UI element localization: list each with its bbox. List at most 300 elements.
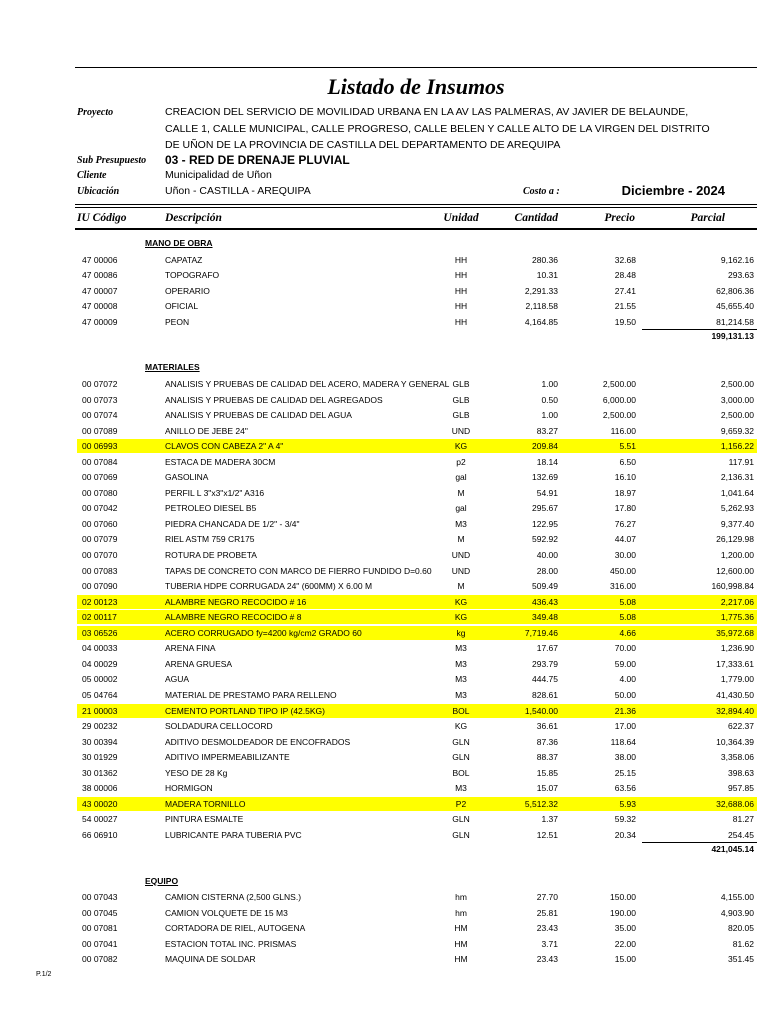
cell-unit: gal	[455, 503, 467, 514]
cell-unit: KG	[454, 721, 468, 732]
table-row	[77, 921, 757, 935]
header-rule-top-1	[75, 204, 757, 205]
cell-partial: 622.37	[728, 721, 754, 732]
cell-price: 21.36	[614, 705, 636, 716]
cell-qty: 509.49	[532, 581, 558, 592]
cell-desc: PERFIL L 3"x3"x1/2" A316	[165, 487, 265, 498]
cell-code: 00 07070	[82, 550, 118, 560]
cell-code: 05 00002	[82, 674, 118, 685]
cell-partial: 351.45	[728, 954, 754, 965]
cell-qty: 1.00	[541, 410, 558, 421]
cell-qty: 2,118.58	[525, 301, 558, 312]
cell-unit: HM	[454, 938, 468, 949]
cell-partial: 81.62	[732, 938, 754, 949]
cell-partial: 45,655.40	[716, 301, 754, 312]
cell-unit: P2	[455, 798, 467, 809]
col-header-unit: Unidad	[443, 212, 479, 224]
cell-price: 6,000.00	[602, 394, 636, 405]
cell-qty: 40.00	[536, 550, 558, 560]
cell-desc: CORTADORA DE RIEL, AUTOGENA	[165, 923, 306, 934]
cell-partial: 293.63	[728, 270, 754, 281]
cell-qty: 4,164.85	[524, 316, 558, 327]
cell-partial: 32,688.06	[716, 798, 754, 809]
cell-code: 00 07084	[82, 456, 118, 467]
cell-price: 63.56	[614, 783, 636, 794]
cell-unit: HM	[454, 923, 468, 934]
cell-qty: 15.07	[536, 783, 558, 794]
cell-qty: 25.81	[536, 907, 558, 918]
cell-qty: 1,540.00	[524, 705, 558, 716]
cell-qty: 132.69	[532, 472, 558, 483]
table-row	[77, 268, 757, 282]
table-row	[77, 595, 757, 609]
table-row	[77, 688, 757, 702]
cell-price: 150.00	[610, 892, 636, 903]
table-row	[77, 890, 757, 904]
table-row	[77, 781, 757, 795]
cell-unit: HH	[454, 254, 468, 265]
cell-partial: 9,659.32	[720, 425, 754, 436]
costo-fecha: Diciembre - 2024	[621, 183, 725, 198]
cell-qty: 5,512.32	[524, 798, 558, 809]
cell-code: 47 00007	[82, 285, 118, 296]
cell-desc: ANALISIS Y PRUEBAS DE CALIDAD DEL AGREGADOS	[165, 394, 383, 405]
cell-price: 21.55	[614, 301, 636, 312]
cell-code: 00 07043	[82, 892, 118, 903]
proyecto-line-1: CREACION DEL SERVICIO DE MOVILIDAD URBANA EN LA AV LAS PALMERAS, AV JAVIER DE BELAUNDE,	[165, 106, 689, 118]
cell-partial: 1,200.00	[720, 550, 754, 560]
cell-qty: 23.43	[536, 923, 558, 934]
cell-unit: UND	[451, 425, 471, 436]
cell-partial: 35,972.68	[716, 627, 754, 638]
table-row	[77, 424, 757, 438]
cell-qty: 88.37	[536, 752, 558, 763]
cell-desc: TOPOGRAFO	[165, 270, 220, 281]
cell-partial: 3,000.00	[720, 394, 754, 405]
cell-qty: 209.84	[532, 441, 558, 452]
cell-price: 20.34	[614, 829, 636, 840]
table-row	[77, 517, 757, 531]
cell-desc: ADITIVO IMPERMEABILIZANTE	[165, 752, 290, 763]
cell-unit: GLB	[452, 394, 470, 405]
cell-price: 6.50	[619, 456, 636, 467]
cell-qty: 10.31	[536, 270, 558, 281]
cell-qty: 592.92	[532, 534, 558, 545]
table-row	[77, 641, 757, 655]
cell-desc: RIEL ASTM 759 CR175	[165, 534, 255, 545]
cell-partial: 62,806.36	[716, 285, 754, 296]
cell-unit: HM	[454, 954, 468, 965]
cell-price: 70.00	[614, 643, 636, 654]
cell-code: 54 00027	[82, 814, 118, 825]
table-row	[77, 937, 757, 951]
cell-code: 00 07083	[82, 565, 118, 576]
cell-desc: CAPATAZ	[165, 254, 203, 265]
cell-qty: 436.43	[532, 596, 558, 607]
subtotal-rule	[642, 329, 757, 330]
cell-unit: M3	[455, 689, 467, 700]
cell-qty: 27.70	[536, 892, 558, 903]
cell-unit: M3	[455, 783, 467, 794]
cell-partial: 10,364.39	[716, 736, 754, 747]
cell-desc: ADITIVO DESMOLDEADOR DE ENCOFRADOS	[165, 736, 351, 747]
table-row	[77, 315, 757, 329]
cell-code: 47 00086	[82, 270, 118, 281]
table-row	[77, 812, 757, 826]
cell-desc: PETROLEO DIESEL B5	[165, 503, 257, 514]
cell-partial: 41,430.50	[716, 689, 754, 700]
page-number: P.1/2	[36, 971, 52, 978]
cell-price: 5.93	[619, 798, 636, 809]
cell-desc: CAMION CISTERNA (2,500 GLNS.)	[165, 892, 302, 903]
cell-partial: 4,155.00	[720, 892, 754, 903]
section-header: EQUIPO	[145, 875, 179, 886]
cell-code: 30 00394	[82, 736, 118, 747]
sub-presupuesto-value: 03 - RED DE DRENAJE PLUVIAL	[165, 153, 350, 167]
cell-partial: 398.63	[728, 767, 754, 778]
table-row	[77, 501, 757, 515]
cell-price: 17.00	[614, 721, 636, 732]
cell-unit: KG	[454, 596, 468, 607]
cell-unit: KG	[454, 441, 468, 452]
cell-code: 04 00033	[82, 643, 118, 654]
cell-price: 25.15	[614, 767, 636, 778]
cell-desc: PINTURA ESMALTE	[165, 814, 244, 825]
table-row	[77, 579, 757, 593]
page-title: Listado de Insumos	[327, 74, 505, 99]
cell-desc: MATERIAL DE PRESTAMO PARA RELLENO	[165, 689, 337, 700]
cell-qty: 122.95	[532, 518, 558, 529]
cell-desc: ESTACA DE MADERA 30CM	[165, 456, 276, 467]
cell-unit: HH	[454, 270, 468, 281]
cell-price: 5.08	[619, 596, 636, 607]
cell-desc: AGUA	[165, 674, 190, 685]
cell-desc: OPERARIO	[165, 285, 210, 296]
cell-unit: GLN	[452, 752, 470, 763]
cell-price: 38.00	[614, 752, 636, 763]
table-row	[77, 952, 757, 966]
table-row	[77, 532, 757, 546]
cell-price: 116.00	[610, 425, 636, 436]
cell-partial: 9,162.16	[720, 254, 754, 265]
cell-unit: GLB	[452, 378, 470, 389]
cell-code: 04 00029	[82, 658, 118, 669]
cell-price: 59.32	[614, 814, 636, 825]
cell-desc: ROTURA DE PROBETA	[165, 550, 257, 560]
cell-unit: M3	[455, 658, 467, 669]
cell-partial: 12,600.00	[716, 565, 754, 576]
cell-qty: 17.67	[536, 643, 558, 654]
cell-qty: 87.36	[536, 736, 558, 747]
cell-partial: 1,775.36	[720, 612, 754, 623]
cell-partial: 957.85	[728, 783, 754, 794]
table-row	[77, 704, 757, 718]
cell-code: 00 07089	[82, 425, 118, 436]
cell-partial: 2,217.06	[720, 596, 754, 607]
cell-unit: kg	[456, 627, 466, 638]
table-row	[77, 393, 757, 407]
cell-qty: 1.00	[541, 378, 558, 389]
cell-qty: 0.50	[541, 394, 558, 405]
cell-price: 28.48	[614, 270, 636, 281]
table-row	[77, 610, 757, 624]
cell-qty: 828.61	[532, 689, 558, 700]
cell-price: 22.00	[614, 938, 636, 949]
ubicacion-label: Ubicación	[77, 186, 120, 197]
cliente-label: Cliente	[77, 170, 107, 181]
cell-price: 17.80	[614, 503, 636, 514]
cell-partial: 1,779.00	[720, 674, 754, 685]
cell-code: 38 00006	[82, 783, 118, 794]
table-row	[77, 766, 757, 780]
section-header: MANO DE OBRA	[145, 238, 213, 248]
cell-unit: BOL	[452, 705, 470, 716]
cell-desc: CAMION VOLQUETE DE 15 M3	[165, 907, 288, 918]
cell-qty: 1.37	[541, 814, 558, 825]
cell-partial: 1,236.90	[720, 643, 754, 654]
cell-unit: M3	[455, 674, 467, 685]
cell-desc: CEMENTO PORTLAND TIPO IP (42.5KG)	[165, 705, 325, 716]
table-row	[77, 719, 757, 733]
cell-desc: OFICIAL	[165, 301, 199, 312]
cell-qty: 54.91	[536, 487, 558, 498]
top-rule	[75, 67, 757, 68]
cell-qty: 83.27	[536, 425, 558, 436]
cell-desc: PEON	[165, 316, 190, 327]
cell-qty: 3.71	[541, 938, 558, 949]
cell-qty: 349.48	[532, 612, 558, 623]
cell-unit: HH	[454, 316, 468, 327]
cell-price: 76.27	[614, 518, 636, 529]
cell-unit: M	[457, 534, 465, 545]
cell-desc: ESTACION TOTAL INC. PRISMAS	[165, 938, 297, 949]
cell-desc: GASOLINA	[165, 472, 209, 483]
cell-price: 15.00	[614, 954, 636, 965]
cell-code: 00 07045	[82, 907, 118, 918]
col-header-code: IU Código	[77, 212, 127, 224]
table-row	[77, 657, 757, 671]
sub-presupuesto-label: Sub Presupuesto	[77, 155, 147, 166]
cell-partial: 17,333.61	[716, 658, 754, 669]
table-row	[77, 548, 757, 562]
cell-desc: LUBRICANTE PARA TUBERIA PVC	[165, 829, 302, 840]
cell-code: 03 06526	[82, 627, 118, 638]
subtotal-rule	[642, 842, 757, 843]
section-subtotal: 421,045.14	[711, 844, 754, 855]
cell-qty: 28.00	[536, 565, 558, 576]
cell-desc: ACERO CORRUGADO fy=4200 kg/cm2 GRADO 60	[165, 627, 362, 638]
cell-unit: BOL	[452, 767, 470, 778]
cell-price: 27.41	[614, 285, 636, 296]
cell-unit: hm	[455, 907, 467, 918]
cell-unit: M3	[455, 518, 467, 529]
cell-price: 4.00	[619, 674, 636, 685]
cell-desc: ALAMBRE NEGRO RECOCIDO # 8	[165, 612, 302, 623]
cell-code: 47 00009	[82, 316, 118, 327]
cell-desc: ARENA FINA	[165, 643, 216, 654]
cell-code: 00 07079	[82, 534, 118, 545]
col-header-qty: Cantidad	[514, 212, 558, 224]
cell-code: 00 07072	[82, 378, 118, 389]
table-row	[77, 486, 757, 500]
cell-price: 316.00	[610, 581, 636, 592]
cell-price: 5.51	[619, 441, 636, 452]
cell-qty: 2,291.33	[524, 285, 558, 296]
costo-label: Costo a :	[523, 186, 560, 197]
cell-desc: ALAMBRE NEGRO RECOCIDO # 16	[165, 596, 307, 607]
cell-qty: 293.79	[532, 658, 558, 669]
cell-price: 118.64	[610, 736, 636, 747]
table-row	[77, 439, 757, 453]
cell-qty: 23.43	[536, 954, 558, 965]
cell-qty: 12.51	[536, 829, 558, 840]
table-row	[77, 672, 757, 686]
table-row	[77, 626, 757, 640]
cell-partial: 254.45	[728, 829, 754, 840]
cell-code: 00 07073	[82, 394, 118, 405]
section-subtotal: 199,131.13	[711, 331, 754, 342]
cell-unit: GLN	[452, 814, 470, 825]
table-row	[77, 797, 757, 811]
table-row	[77, 408, 757, 422]
cell-code: 00 07080	[82, 487, 118, 498]
cell-code: 47 00008	[82, 301, 118, 312]
cell-price: 59.00	[614, 658, 636, 669]
cell-code: 66 06910	[82, 829, 118, 840]
table-row	[77, 470, 757, 484]
cell-unit: GLN	[452, 829, 470, 840]
cell-code: 00 07060	[82, 518, 118, 529]
cell-desc: YESO DE 28 Kg	[165, 767, 228, 778]
cell-code: 47 00006	[82, 254, 118, 265]
cell-desc: ANALISIS Y PRUEBAS DE CALIDAD DEL AGUA	[165, 410, 352, 421]
cell-price: 44.07	[614, 534, 636, 545]
proyecto-line-3: DE UÑON DE LA PROVINCIA DE CASTILLA DEL DEPARTAMENTO DE AREQUIPA	[165, 139, 561, 151]
cliente-value: Municipalidad de Uñon	[165, 169, 272, 181]
cell-desc: ANALISIS Y PRUEBAS DE CALIDAD DEL ACERO, MADERA Y GENERAL	[165, 378, 450, 389]
cell-qty: 18.14	[536, 456, 558, 467]
cell-partial: 9,377.40	[720, 518, 754, 529]
cell-partial: 3,358.06	[720, 752, 754, 763]
cell-code: 00 07041	[82, 938, 118, 949]
table-row	[77, 253, 757, 267]
cell-price: 18.97	[614, 487, 636, 498]
table-row	[77, 299, 757, 313]
table-row	[77, 377, 757, 391]
cell-partial: 1,041.64	[720, 487, 754, 498]
cell-price: 4.66	[619, 627, 636, 638]
ubicacion-value: Uñon - CASTILLA - AREQUIPA	[165, 185, 311, 197]
cell-desc: CLAVOS CON CABEZA 2" A 4"	[165, 441, 284, 452]
col-header-partial: Parcial	[690, 212, 725, 224]
cell-desc: ANILLO DE JEBE 24"	[165, 425, 248, 436]
header-rule-top-2	[75, 207, 757, 208]
cell-price: 50.00	[614, 689, 636, 700]
cell-price: 32.68	[614, 254, 636, 265]
col-header-desc: Descripción	[165, 212, 222, 224]
cell-unit: M	[457, 581, 465, 592]
cell-price: 2,500.00	[602, 378, 636, 389]
cell-unit: gal	[455, 472, 467, 483]
cell-partial: 81,214.58	[716, 316, 754, 327]
cell-partial: 4,903.90	[720, 907, 754, 918]
cell-desc: ARENA GRUESA	[165, 658, 233, 669]
proyecto-label: Proyecto	[77, 107, 114, 118]
cell-partial: 117.91	[728, 456, 754, 467]
cell-code: 00 07082	[82, 954, 118, 965]
cell-desc: HORMIGON	[165, 783, 213, 794]
cell-unit: UND	[451, 550, 471, 560]
cell-code: 02 00123	[82, 596, 118, 607]
cell-partial: 1,156.22	[720, 441, 754, 452]
cell-unit: hm	[455, 892, 467, 903]
cell-price: 450.00	[610, 565, 636, 576]
cell-partial: 2,500.00	[720, 378, 754, 389]
cell-desc: PIEDRA CHANCADA DE 1/2" - 3/4"	[165, 518, 300, 529]
cell-qty: 7,719.46	[524, 627, 558, 638]
proyecto-line-2: CALLE 1, CALLE MUNICIPAL, CALLE PROGRESO, CALLE BELEN Y CALLE ALTO DE LA VIRGEN DEL DISTRITO	[165, 123, 710, 135]
cell-code: 00 07081	[82, 923, 118, 934]
table-row	[77, 735, 757, 749]
cell-code: 00 07090	[82, 581, 118, 592]
cell-code: 00 07069	[82, 472, 118, 483]
cell-qty: 280.36	[532, 254, 558, 265]
cell-partial: 2,136.31	[720, 472, 754, 483]
cell-unit: M	[457, 487, 465, 498]
cell-unit: HH	[454, 301, 468, 312]
cell-price: 35.00	[614, 923, 636, 934]
cell-partial: 160,998.84	[711, 581, 754, 592]
table-row	[77, 750, 757, 764]
cell-unit: p2	[456, 456, 466, 467]
cell-partial: 820.05	[728, 923, 754, 934]
cell-code: 30 01929	[82, 752, 118, 763]
cell-code: 00 07042	[82, 503, 118, 514]
table-row	[77, 906, 757, 920]
cell-unit: GLN	[452, 736, 470, 747]
cell-partial: 26,129.98	[716, 534, 754, 545]
cell-price: 2,500.00	[602, 410, 636, 421]
cell-desc: MADERA TORNILLO	[165, 798, 246, 809]
table-row	[77, 564, 757, 578]
cell-desc: TUBERIA HDPE CORRUGADA 24" (600MM) X 6.00 M	[165, 581, 373, 592]
header-rule-bottom	[75, 228, 757, 230]
table-row	[77, 828, 757, 842]
cell-code: 00 07074	[82, 410, 118, 421]
cell-desc: SOLDADURA CELLOCORD	[165, 721, 273, 732]
cell-qty: 295.67	[532, 503, 558, 514]
cell-partial: 2,500.00	[720, 410, 754, 421]
cell-qty: 36.61	[536, 721, 558, 732]
cell-code: 30 01362	[82, 767, 118, 778]
cell-price: 190.00	[610, 907, 636, 918]
cell-code: 02 00117	[82, 612, 117, 623]
cell-price: 16.10	[614, 472, 636, 483]
cell-code: 43 00020	[82, 798, 118, 809]
cell-partial: 81.27	[732, 814, 754, 825]
cell-unit: GLB	[452, 410, 470, 421]
cell-partial: 5,262.93	[720, 503, 754, 514]
cell-code: 29 00232	[82, 721, 118, 732]
cell-desc: TAPAS DE CONCRETO CON MARCO DE FIERRO FUNDIDO D=0.60	[165, 565, 432, 576]
table-row	[77, 284, 757, 298]
cell-price: 30.00	[614, 550, 636, 560]
cell-price: 5.08	[619, 612, 636, 623]
cell-unit: HH	[454, 285, 468, 296]
col-header-price: Precio	[604, 212, 635, 224]
cell-desc: MAQUINA DE SOLDAR	[165, 954, 256, 965]
section-header: MATERIALES	[145, 362, 200, 373]
